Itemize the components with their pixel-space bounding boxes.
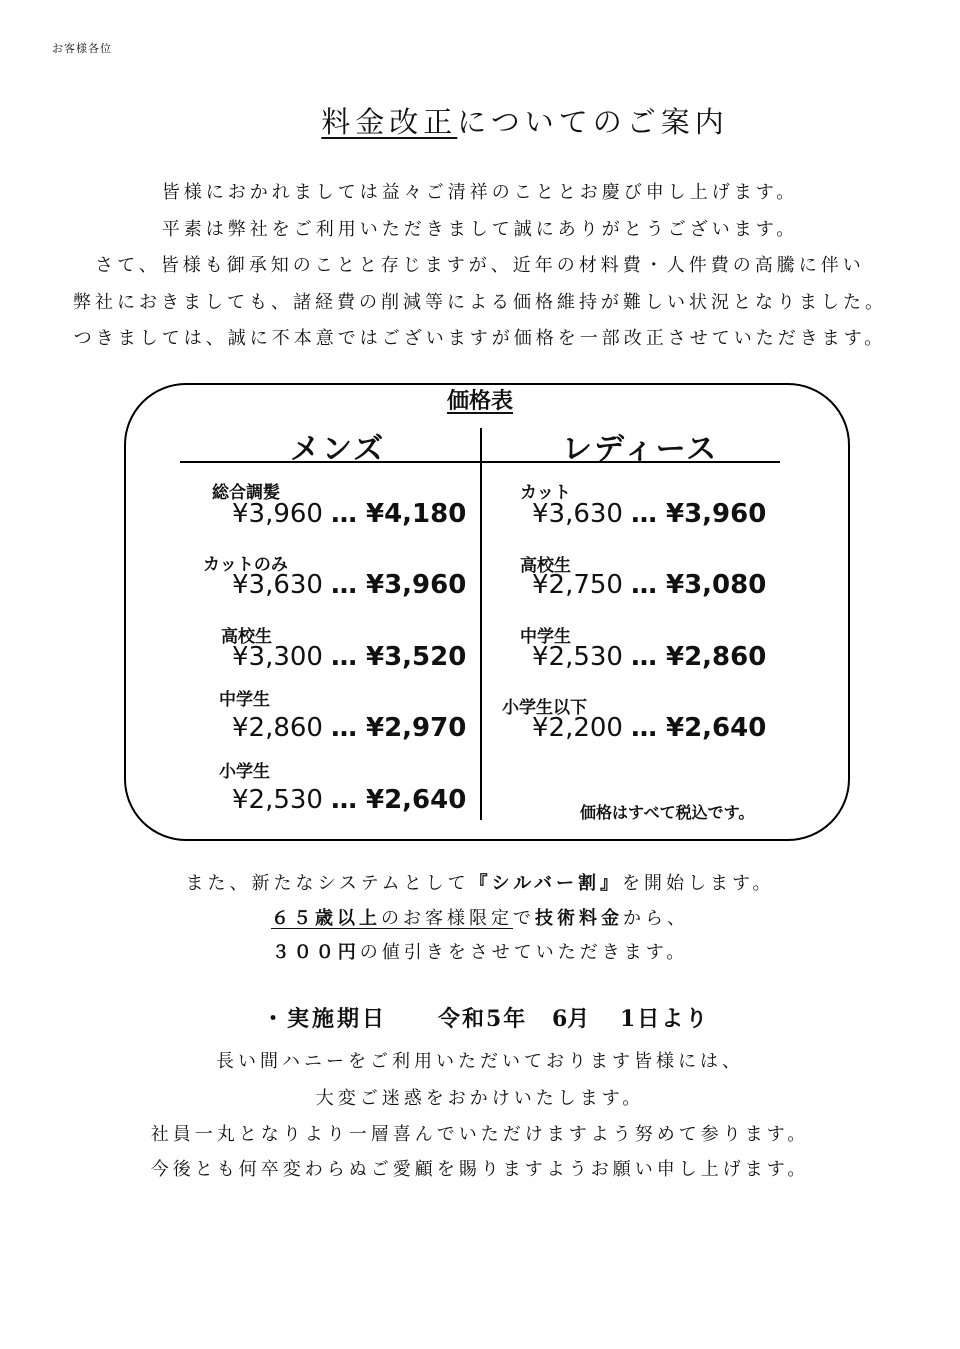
silver-line-3-rest: の値引きをさせていただきます。 bbox=[359, 942, 689, 963]
ladies-item-price bbox=[532, 499, 766, 529]
new-price: ¥2,970 bbox=[365, 713, 467, 743]
price-separator: … bbox=[330, 499, 358, 529]
effective-label: ・実施期日 bbox=[262, 1006, 388, 1032]
new-price: ¥3,960 bbox=[665, 499, 767, 529]
ladies-item-label: カット bbox=[520, 483, 571, 503]
effective-day: 1日より bbox=[620, 1006, 710, 1032]
old-price: ¥2,860 bbox=[232, 713, 323, 743]
price-separator: … bbox=[330, 785, 358, 815]
ladies-item-price bbox=[532, 570, 766, 600]
price-separator: … bbox=[630, 642, 658, 672]
intro-line-3: さて、皆様も御承知のことと存じますが、近年の材料費・人件費の高騰に伴い bbox=[95, 255, 865, 276]
price-separator: … bbox=[630, 570, 658, 600]
mens-item-price bbox=[232, 570, 466, 600]
page-title bbox=[0, 100, 960, 141]
old-price: ¥3,960 bbox=[232, 499, 323, 529]
title-rest: についてのご案内 bbox=[457, 105, 729, 139]
price-separator: … bbox=[330, 570, 358, 600]
price-table-title: 価格表 bbox=[446, 389, 513, 414]
price-separator: … bbox=[630, 713, 658, 743]
new-price: ¥3,520 bbox=[365, 642, 467, 672]
price-separator: … bbox=[330, 642, 358, 672]
silver-kara: から、 bbox=[623, 908, 689, 929]
silver-age: ６５歳以上 bbox=[271, 908, 381, 929]
old-price: ¥3,630 bbox=[232, 570, 323, 600]
price-separator: … bbox=[330, 713, 358, 743]
mens-item-price bbox=[232, 785, 466, 815]
intro-line-2: 平素は弊社をご利用いただきまして誠にありがとうございます。 bbox=[161, 219, 799, 240]
title-underlined: 料金改正 bbox=[321, 105, 458, 139]
silver-amount: ３００円 bbox=[271, 942, 360, 963]
new-price: ¥2,640 bbox=[665, 713, 767, 743]
silver-line-2 bbox=[0, 904, 960, 930]
closing-line-3: 社員一丸となりより一層喜んでいただけますよう努めて参ります。 bbox=[150, 1124, 810, 1145]
effective-era: 令和5年 bbox=[438, 1006, 528, 1032]
old-price: ¥2,750 bbox=[532, 570, 623, 600]
closing-line-1: 長い間ハニーをご利用いただいております皆様には、 bbox=[216, 1051, 744, 1072]
price-separator: … bbox=[630, 499, 658, 529]
greeting: お客様各位 bbox=[52, 42, 112, 55]
silver-line-1 bbox=[0, 869, 960, 895]
mens-item-label: 総合調髪 bbox=[212, 483, 280, 503]
silver-discount-name: 『シルバー割』 bbox=[469, 873, 622, 894]
silver-line-3 bbox=[0, 938, 960, 964]
mens-heading: メンズ bbox=[290, 432, 386, 467]
new-price: ¥2,640 bbox=[365, 785, 467, 815]
old-price: ¥3,300 bbox=[232, 642, 323, 672]
ladies-item-label: 小学生以下 bbox=[502, 698, 587, 718]
mens-item-label: 小学生 bbox=[219, 762, 270, 782]
ladies-heading: レディース bbox=[562, 432, 719, 467]
ladies-item-label: 高校生 bbox=[520, 556, 571, 576]
mens-item-label: 高校生 bbox=[221, 627, 272, 647]
ladies-item-label: 中学生 bbox=[520, 627, 571, 647]
mens-item-price bbox=[232, 642, 466, 672]
intro-line-5: つきましては、誠に不本意ではございますが価格を一部改正させていただきます。 bbox=[73, 328, 887, 349]
new-price: ¥3,080 bbox=[665, 570, 767, 600]
new-price: ¥2,860 bbox=[665, 642, 767, 672]
ladies-item-price bbox=[532, 642, 766, 672]
old-price: ¥2,530 bbox=[532, 642, 623, 672]
tax-note: 価格はすべて税込です。 bbox=[580, 803, 755, 822]
new-price: ¥4,180 bbox=[365, 499, 467, 529]
silver-tech-fee: 技術料金 bbox=[535, 908, 623, 929]
closing-line-2: 大変ご迷惑をおかけいたします。 bbox=[315, 1088, 645, 1109]
silver-limited: のお客様限定 bbox=[381, 908, 513, 929]
silver-line-1-pre: また、新たなシステムとして bbox=[185, 873, 470, 894]
mens-item-label: 中学生 bbox=[219, 690, 270, 710]
old-price: ¥3,630 bbox=[532, 499, 623, 529]
intro-line-4: 弊社におきましても、諸経費の削減等による価格維持が難しい状況となりました。 bbox=[73, 292, 887, 313]
old-price: ¥2,530 bbox=[232, 785, 323, 815]
closing-line-4: 今後とも何卒変わらぬご愛顧を賜りますようお願い申し上げます。 bbox=[150, 1159, 810, 1180]
new-price: ¥3,960 bbox=[365, 570, 467, 600]
table-column-divider bbox=[480, 428, 482, 820]
old-price: ¥2,200 bbox=[532, 713, 623, 743]
effective-month: 6月 bbox=[552, 1006, 590, 1032]
silver-de: で bbox=[513, 908, 535, 929]
mens-item-price bbox=[232, 499, 466, 529]
ladies-item-price bbox=[532, 713, 766, 743]
intro-line-1: 皆様におかれましては益々ご清祥のこととお慶び申し上げます。 bbox=[161, 182, 799, 203]
silver-line-1-post: を開始します。 bbox=[621, 873, 775, 894]
mens-item-price bbox=[232, 713, 466, 743]
mens-item-label: カットのみ bbox=[203, 555, 288, 575]
